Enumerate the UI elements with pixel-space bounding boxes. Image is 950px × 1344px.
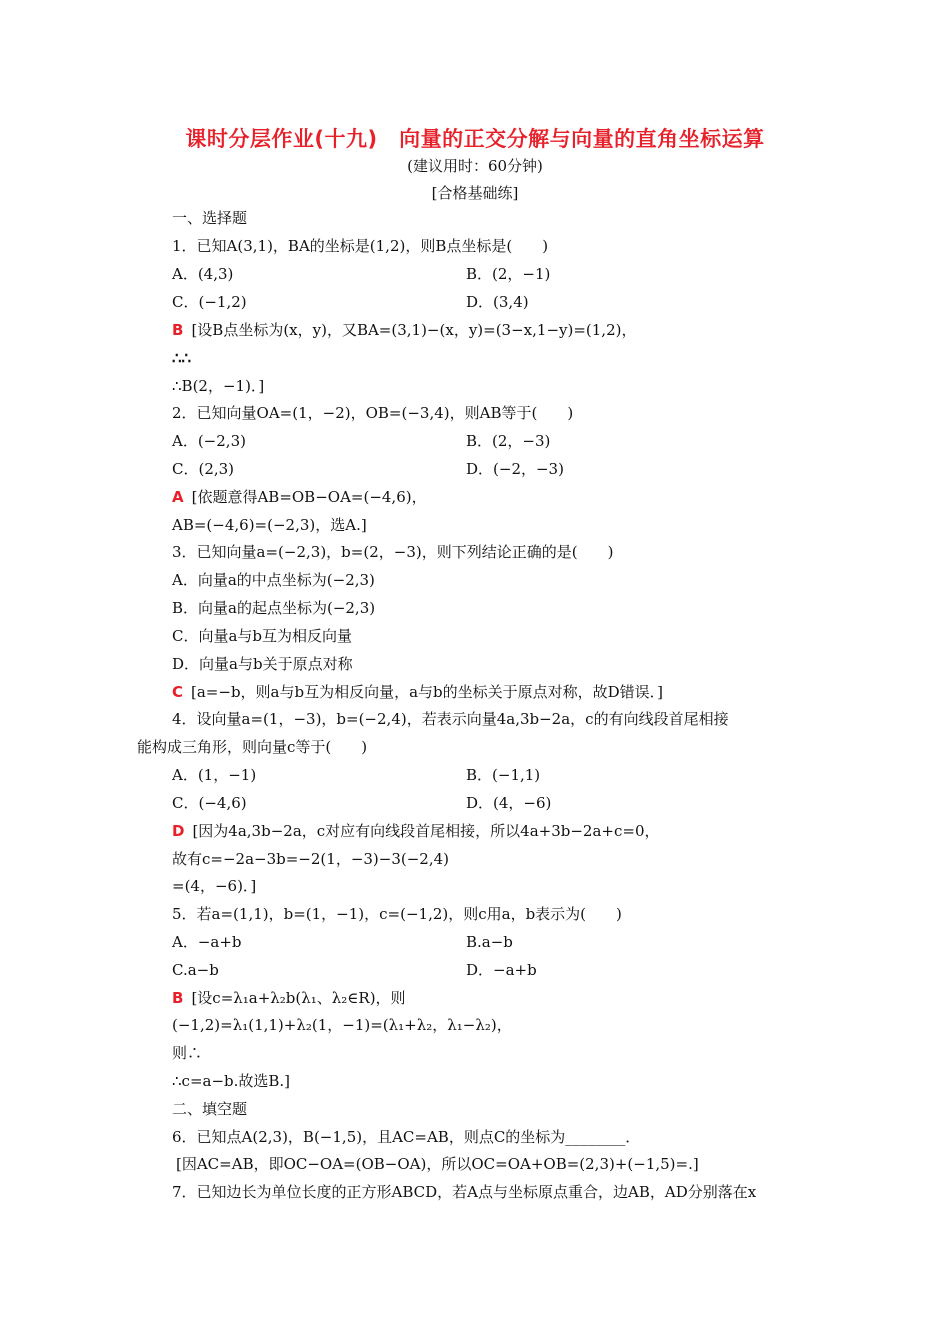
q4-option-b: B．(−1,1) bbox=[466, 766, 541, 784]
q1-option-a: A．(4,3) bbox=[172, 265, 234, 283]
q6-stem: 6．已知点A(2,3)，B(−1,5)，且AC=AB，则点C的坐标为________． bbox=[172, 1128, 641, 1146]
q3-option-b: B．向量a的起点坐标为(−2,3) bbox=[172, 599, 376, 617]
level-label: [合格基础练] bbox=[431, 184, 519, 202]
q4-stem-line1: 4．设向量a=(1，−3)，b=(−2,4)，若表示向量4a,3b−2a，c的有向线段首尾相接 bbox=[172, 710, 729, 728]
q4-answer: D bbox=[172, 822, 185, 840]
page-title: 课时分层作业(十九) 向量的正交分解与向量的直角坐标运算 bbox=[185, 127, 765, 151]
q4-stem-line2: 能构成三角形，则向量c等于( ) bbox=[137, 738, 368, 756]
q5-option-c: C.a−b bbox=[172, 961, 219, 979]
q5-explanation-line3: 则∴ bbox=[172, 1044, 203, 1062]
q2-option-c: C．(2,3) bbox=[172, 460, 235, 478]
q1-option-d: D．(3,4) bbox=[466, 293, 529, 311]
q1-explanation-line2: ∴∴ bbox=[172, 349, 192, 367]
q5-explanation-line2: (−1,2)=λ₁(1,1)+λ₂(1，−1)=(λ₁+λ₂，λ₁−λ₂)， bbox=[172, 1016, 512, 1034]
q1-option-b: B．(2，−1) bbox=[466, 265, 551, 283]
suggested-time: (建议用时：60分钟) bbox=[407, 157, 543, 175]
q5-option-a: A．−a+b bbox=[172, 933, 242, 951]
q5-option-d: D．−a+b bbox=[466, 961, 537, 979]
q2-option-d: D．(−2，−3) bbox=[466, 460, 564, 478]
q6-explanation: [因AC=AB，即OC−OA=(OB−OA)，所以OC=OA+OB=(2,3)+(−1,5)=.] bbox=[176, 1155, 699, 1173]
q5-explanation-line1: B [设c=λ₁a+λ₂b(λ₁、λ₂∈R)，则 bbox=[172, 989, 406, 1007]
q5-stem: 5．若a=(1,1)，b=(1，−1)，c=(−1,2)，则c用a，b表示为( ) bbox=[172, 905, 622, 923]
q2-stem: 2．已知向量OA=(1，−2)，OB=(−3,4)，则AB等于( ) bbox=[172, 404, 574, 422]
section-heading-fill: 二、填空题 bbox=[172, 1100, 248, 1118]
q4-option-a: A．(1，−1) bbox=[172, 766, 257, 784]
q1-explanation-line1: B [设B点坐标为(x，y)，又BA=(3,1)−(x，y)=(3−x,1−y)=(1,2)， bbox=[172, 321, 637, 339]
q5-option-b: B.a−b bbox=[466, 933, 513, 951]
q3-option-d: D．向量a与b关于原点对称 bbox=[172, 655, 353, 673]
q4-explanation-line1: D [因为4a,3b−2a，c对应有向线段首尾相接，所以4a+3b−2a+c=0， bbox=[172, 822, 660, 840]
section-heading-choice: 一、选择题 bbox=[172, 209, 248, 227]
q2-option-b: B．(2，−3) bbox=[466, 432, 551, 450]
q4-explanation-line2: 故有c=−2a−3b=−2(1，−3)−3(−2,4) bbox=[172, 850, 450, 868]
q1-option-c: C．(−1,2) bbox=[172, 293, 247, 311]
q4-option-c: C．(−4,6) bbox=[172, 794, 247, 812]
q2-option-a: A．(−2,3) bbox=[172, 432, 246, 450]
q2-explanation-line1: A [依题意得AB=OB−OA=(−4,6)， bbox=[172, 488, 427, 506]
q2-explanation-line2: AB=(−4,6)=(−2,3)，选A.] bbox=[172, 516, 367, 534]
q3-option-a: A．向量a的中点坐标为(−2,3) bbox=[172, 571, 375, 589]
q3-explanation-line1: C [a=−b，则a与b互为相反向量，a与b的坐标关于原点对称，故D错误．] bbox=[172, 683, 664, 701]
q3-stem: 3．已知向量a=(−2,3)，b=(2，−3)，则下列结论正确的是( ) bbox=[172, 543, 614, 561]
q4-explanation-line3: =(4，−6)．] bbox=[172, 877, 257, 895]
q2-answer: A bbox=[172, 488, 184, 506]
q5-explanation-line4: ∴c=a−b.故选B.] bbox=[172, 1072, 291, 1090]
q1-explanation-line3: ∴B(2，−1)．] bbox=[172, 377, 265, 395]
q5-answer: B bbox=[172, 989, 184, 1007]
q4-option-d: D．(4，−6) bbox=[466, 794, 552, 812]
q1-answer: B bbox=[172, 321, 184, 339]
q1-stem: 1．已知A(3,1)，BA的坐标是(1,2)，则B点坐标是( ) bbox=[172, 237, 549, 255]
q3-option-c: C．向量a与b互为相反向量 bbox=[172, 627, 353, 645]
q7-stem: 7．已知边长为单位长度的正方形ABCD，若A点与坐标原点重合，边AB，AD分别落在x bbox=[172, 1183, 757, 1201]
q3-answer: C bbox=[172, 683, 184, 701]
